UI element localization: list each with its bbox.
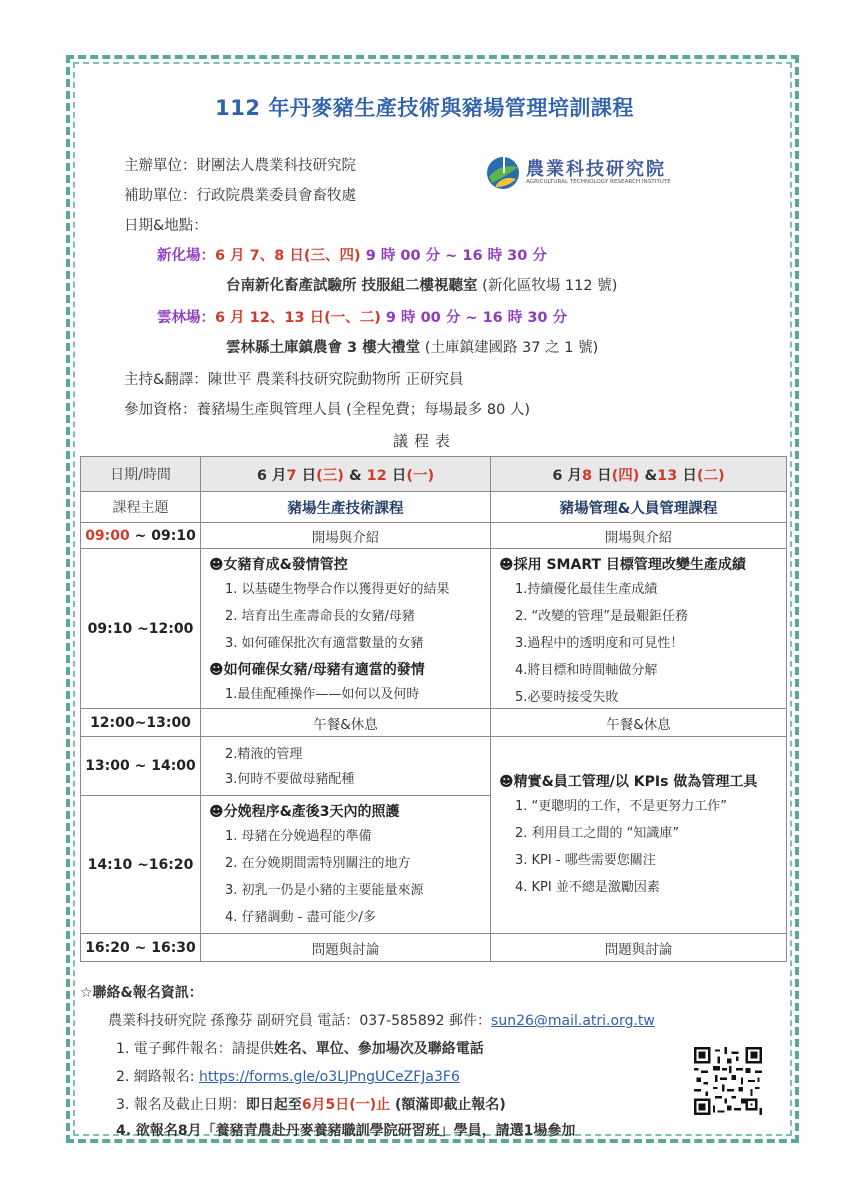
col-b-amp: & [639, 467, 658, 484]
table-row [81, 737, 787, 796]
col-a-week2: (一) [406, 467, 435, 484]
cell-b: 午餐&休息 [491, 709, 787, 737]
contact-heading: ☆聯絡&報名資訊： [80, 985, 203, 1001]
time-cell: 12:00~13:00 [81, 709, 201, 737]
register-email-line [116, 1038, 484, 1058]
topic-label: 課程主題 [81, 492, 201, 523]
time-cell: 09:10 ~12:00 [81, 549, 201, 709]
col-b-mid: 日 [592, 467, 612, 484]
agenda-title: 議程表 [392, 432, 456, 450]
register-email-fields: 姓名、單位、參加場次及聯絡電話 [273, 1041, 484, 1057]
xinhua-venue: 台南新化畜產試驗所 技服組二樓視聽室 [226, 278, 478, 294]
list-item: 5.必要時接受失敗 [515, 690, 619, 705]
cell-b: 問題與討論 [491, 934, 787, 962]
atri-logo [486, 153, 686, 193]
col-a-pre: 6 月 [256, 467, 287, 484]
topic-row [81, 492, 787, 523]
cell-b: 開場與介紹 [491, 523, 787, 549]
time-cell: 14:10 ~16:20 [81, 796, 201, 934]
col-b-mid2: 日 [677, 467, 697, 484]
list-item: 3. 如何確保批次有適當數量的女豬 [225, 636, 424, 651]
yunlin-date: 6 月 12、13 日(一、二) [215, 310, 386, 326]
cell-b [491, 549, 787, 709]
list-item: 3.過程中的透明度和可見性！ [515, 636, 684, 651]
xinhua-date: 6 月 7、8 日(三、四) [215, 248, 366, 264]
yunlin-venue-line [226, 336, 598, 357]
list-item: 1.最佳配種操作——如何以及何時 [225, 687, 420, 702]
logo-subtitle: AGRICULTURAL TECHNOLOGY RESEARCH INSTITUTE [526, 179, 671, 185]
deadline-note: (額滿即截止報名) [390, 1097, 506, 1113]
eligibility-line: 參加資格：養豬場生產與管理人員 (全程免費；每場最多 80 人) [124, 402, 531, 418]
list-item: 3. 初乳一仍是小豬的主要能量來源 [225, 883, 424, 898]
xinhua-time: 9 時 00 分 ~ 16 時 30 分 [365, 248, 547, 264]
table-row [81, 934, 787, 962]
table-row [81, 549, 787, 709]
contact-email-link[interactable]: sun26@mail.atri.org.tw [491, 1013, 655, 1029]
col-b-pre: 6 月 [552, 467, 582, 484]
list-item: 2. 培育出生產壽命長的女豬/母豬 [225, 609, 415, 624]
cell-a: 開場與介紹 [201, 523, 491, 549]
contact-line [108, 1010, 655, 1030]
yunlin-address: (土庫鎮建國路 37 之 1 號) [424, 340, 599, 356]
col-b-week2: (二) [696, 467, 725, 484]
col-b-header [491, 457, 787, 492]
col-a-mid2: 日 [386, 467, 407, 484]
contact-person: 農業科技研究院 孫豫芬 副研究員 電話：037-585892 郵件： [108, 1013, 492, 1029]
register-email-pre: 1. 電子郵件報名：請提供 [116, 1041, 274, 1057]
cell-a: 午餐&休息 [201, 709, 491, 737]
cell-a [201, 737, 491, 796]
cell-a [201, 549, 491, 709]
logo-title: 農業科技研究院 [526, 159, 666, 180]
cell-a: 問題與討論 [201, 934, 491, 962]
deadline-pre: 3. 報名及截止日期： [116, 1097, 246, 1113]
xinhua-session-line [157, 244, 547, 265]
xinhua-venue-line [226, 274, 617, 295]
col-a-week1: (三) [316, 467, 344, 484]
col-b-day1: 8 [582, 467, 593, 484]
list-item: 4. 仔豬調動 - 盡可能少/多 [225, 910, 376, 925]
time-start: 09:00 [85, 527, 130, 544]
session-heading: ☻分娩程序&產後3天內的照護 [209, 804, 400, 820]
page-title: 112 年丹麥豬生產技術與豬場管理培訓課程 [215, 96, 634, 120]
xinhua-label: 新化場： [157, 248, 215, 264]
denmark-note: 4. 欲報名8月「養豬青農赴丹麥養豬職訓學院研習班」學員，請選1場參加 [116, 1123, 576, 1139]
yunlin-label: 雲林場： [157, 310, 215, 326]
list-item: 3. KPI - 哪些需要您關注 [515, 852, 656, 868]
table-header-row [81, 457, 787, 492]
list-item: 4.將目標和時間軸做分解 [515, 663, 658, 678]
host-line: 主持&翻譯：陳世平 農業科技研究院動物所 正研究員 [124, 372, 464, 388]
list-item: 3.何時不要做母豬配種 [225, 772, 355, 787]
list-item: 1. 母豬在分娩過程的準備 [225, 829, 372, 844]
table-row [81, 709, 787, 737]
time-end: ~ 09:10 [129, 527, 196, 544]
agenda-table [80, 456, 787, 962]
organizer-line: 主辦單位：財團法人農業科技研究院 [124, 158, 356, 174]
deadline-start: 即日起至 [245, 1097, 302, 1113]
list-item: 1. “更聰明的工作，不是更努力工作” [515, 798, 728, 814]
session-heading: ☻如何確保女豬/母豬有適當的發情 [209, 662, 425, 678]
col-time-header: 日期/時間 [81, 457, 201, 492]
register-web-line [116, 1066, 460, 1086]
deadline-date: 6月5日(一)止 [301, 1097, 391, 1113]
list-item: 2. 利用員工之間的 “知識庫” [515, 825, 680, 841]
session-heading: ☻採用 SMART 目標管理改變生產成績 [499, 557, 746, 573]
date-place-label: 日期&地點： [124, 218, 208, 234]
time-cell [81, 523, 201, 549]
col-b-day2: 13 [657, 467, 678, 484]
list-item: 2.精液的管理 [225, 747, 303, 762]
table-row [81, 523, 787, 549]
yunlin-venue: 雲林縣土庫鎮農會 3 樓大禮堂 [226, 340, 421, 356]
deadline-line [116, 1094, 506, 1114]
time-cell: 13:00 ~ 14:00 [81, 737, 201, 796]
list-item: 1.持續優化最佳生產成績 [515, 582, 658, 597]
list-item: 2. “改變的管理”是最艱鉅任務 [515, 609, 689, 624]
sponsor-line: 補助單位：行政院農業委員會畜牧處 [124, 188, 356, 204]
col-a-mid: 日 [296, 467, 317, 484]
col-a-header [201, 457, 491, 492]
list-item: 1. 以基礎生物學合作以獲得更好的結果 [225, 582, 450, 597]
time-cell: 16:20 ~ 16:30 [81, 934, 201, 962]
register-web-pre: 2. 網路報名: [116, 1069, 199, 1085]
topic-b: 豬場管理&人員管理課程 [491, 492, 787, 523]
xinhua-address: (新化區牧場 112 號) [482, 278, 618, 294]
list-item: 4. KPI 並不總是激勵因素 [515, 879, 660, 895]
col-a-day1: 7 [286, 467, 297, 484]
cell-b [491, 737, 787, 934]
col-a-day2: 12 [366, 467, 387, 484]
col-a-amp: & [343, 467, 367, 484]
list-item: 2. 在分娩期間需特別關注的地方 [225, 856, 411, 871]
cell-a [201, 796, 491, 934]
atri-logo-icon [486, 153, 522, 191]
topic-a: 豬場生產技術課程 [201, 492, 491, 523]
yunlin-session-line [157, 306, 567, 327]
session-heading: ☻女豬育成&發情管控 [209, 557, 348, 573]
qr-code[interactable] [694, 1047, 762, 1115]
yunlin-time: 9 時 00 分 ~ 16 時 30 分 [385, 310, 568, 326]
session-heading: ☻精實&員工管理/以 KPIs 做為管理工具 [499, 773, 758, 790]
register-form-link[interactable]: https://forms.gle/o3LJPngUCeZFJa3F6 [198, 1069, 460, 1085]
col-b-week1: (四) [611, 467, 640, 484]
